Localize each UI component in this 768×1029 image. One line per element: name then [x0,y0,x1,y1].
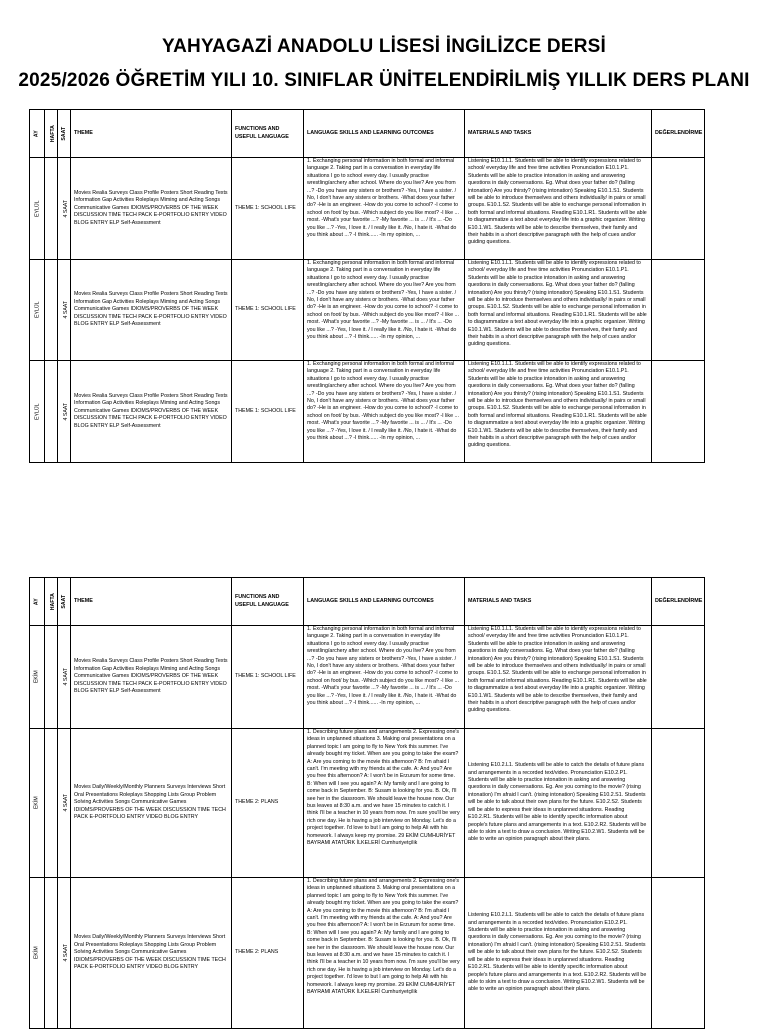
cell-hours: 4 SAAT [58,361,71,463]
cell-month: EKİM [30,729,45,878]
header-functions: FUNCTIONS AND USEFUL LANGUAGE [232,110,304,158]
cell-skills: 1. Exchanging personal information in both formal and informal language 2. Taking part in a conversation in everyday life situations I go to school every day. I usually practise wrestling/archery after school. Where do you live? Are you from ...? -Do you have any sisters or brothers? -Yes, I have a sister. / No, I don't have any sisters or brothers. -What does your father do? -He is an engineer. -How do you come to school? -I come to school on foot/ by bus. -Which subject do you like most? -I like ... most. -What's your favorite ...? -My favorite ... is ... / It's ... -Do you like ...? -Yes, I love it. / I really like it. /No, I hate it. -What do you think about ...? -I think...... -In my opinion, ... [304,361,465,463]
materials-text: Listening E10.2.L1. Students will be able to catch the details of future plans and arrangements in a recorded text/video. Pronunciation E10.2.P1. Students will be able to practice intonation in asking and answering questions in daily conversations. Eg. Are you coming to the movie? (rising intonation) I'm afraid I can't. (rising intonation) Speaking E10.2.S1. Students will be able to talk about their own plans for the future. E10.2.S2. Students will be able to express their ideas in unplanned situations. Reading E10.2.R1. Students will be able to identify specific information about people's future plans and arrangements in a text. E10.2.R2. Students will be able to skim a text to draw a conclusion. Writing E10.2.W1. Students will be able to write an opinion paragraph about their plans. [468,762,647,843]
cell-month: EKİM [30,878,45,1029]
cell-functions: THEME 2: PLANS [232,878,304,1029]
table-row [30,626,705,729]
header-functions: FUNCTIONS AND USEFUL LANGUAGE [232,578,304,626]
cell-week [45,361,58,463]
cell-month: EKİM [30,626,45,729]
header-skills: LANGUAGE SKILLS AND LEARNING OUTCOMES [304,578,465,626]
cell-hours: 4 SAAT [58,626,71,729]
cell-hours: 4 SAAT [58,878,71,1029]
header-hafta: HAFTA [45,110,58,158]
header-theme: THEME [71,110,232,158]
document-subtitle: 2025/2026 ÖĞRETİM YILI 10. SINIFLAR ÜNİTELENDİRİLMİŞ YILLIK DERS PLANI [18,70,750,91]
cell-evaluation [652,158,705,260]
header-materials: MATERIALS AND TASKS [465,110,652,158]
table-row [30,878,705,1029]
header-theme: THEME [71,578,232,626]
cell-month: EYLÜL [30,361,45,463]
cell-theme: Movies Realia Surveys Class Profile Posters Short Reading Texts Information Gap Activities Roleplays Miming and Acting Songs Communicative Games IDIOMS/PROVERBS OF THE WEEK DISCUSSION TIME TECH PACK E-PORTFOLIO ENTRY VIDEO BLOG ENTRY ELP Self-Assessment [71,626,232,729]
cell-materials: Listening E10.1.L1. Students will be able to identify expressions related to school/ everyday life and free time activities Pronunciation E10.1.P1. Students will be able to practice intonation in asking and answering questions in daily conversations. Eg. What does your father do? (falling intonation) Are you thirsty? (rising intonation) Speaking E10.1.S1. Students will be able to introduce themselves and others individually/ in pairs or small groups. E10.1.S2. Students will be able to exchange personal information in both formal and informal situations. Reading E10.1.R1. Students will be able to diagrammatize a text about everyday life into a graphic organizer. Writing E10.1.W1. Students will be able to describe themselves, their family and their habits in a short descriptive paragraph with the help of cues and/or guiding questions. [465,361,652,463]
cell-functions: THEME 1: SCHOOL LIFE [232,260,304,361]
header-evaluation: DEĞERLENDİRME [652,578,705,626]
cell-theme: Movies Daily/Weekly/Monthly Planners Surveys Interviews Short Oral Presentations Roleplays Shopping Lists Group Problem Solving Activities Songs Communicative Games IDIOMS/PROVERBS OF THE WEEK DISCUSSION TIME TECH PACK E-PORTFOLIO ENTRY VIDEO BLOG ENTRY [71,878,232,1029]
cell-skills: 1. Exchanging personal information in both formal and informal language 2. Taking part in a conversation in everyday life situations I go to school every day. I usually practise wrestling/archery after school. Where do you live? Are you from ...? -Do you have any sisters or brothers? -Yes, I have a sister. / No, I don't have any sisters or brothers. -What does your father do? -He is an engineer. -How do you come to school? -I come to school on foot/ by bus. -Which subject do you like most? -I like ... most. -What's your favorite ...? -My favorite ... is ... / It's ... -Do you like ...? -Yes, I love it. / I really like it. /No, I hate it. -What do you think about ...? -I think...... -In my opinion, ... [304,626,465,729]
cell-theme: Movies Realia Surveys Class Profile Posters Short Reading Texts Information Gap Activities Roleplays Miming and Acting Songs Communicative Games IDIOMS/PROVERBS OF THE WEEK DISCUSSION TIME TECH PACK E-PORTFOLIO ENTRY VIDEO BLOG ENTRY ELP Self-Assessment [71,361,232,463]
header-ay: AY [30,110,45,158]
cell-evaluation [652,729,705,878]
cell-functions: THEME 1: SCHOOL LIFE [232,158,304,260]
table-header-row [30,110,705,158]
cell-hours: 4 SAAT [58,260,71,361]
cell-month: EYLÜL [30,158,45,260]
header-ay: AY [30,578,45,626]
header-saat: SAAT [58,578,71,626]
cell-functions: THEME 1: SCHOOL LIFE [232,626,304,729]
header-skills: LANGUAGE SKILLS AND LEARNING OUTCOMES [304,110,465,158]
cell-functions: THEME 2: PLANS [232,729,304,878]
table-row [30,361,705,463]
plan-table-1 [29,109,705,463]
table-header-row [30,578,705,626]
cell-week [45,878,58,1029]
cell-materials: Listening E10.1.L1. Students will be able to identify expressions related to school/ everyday life and free time activities Pronunciation E10.1.P1. Students will be able to practice intonation in asking and answering questions in daily conversations. Eg. What does your father do? (falling intonation) Are you thirsty? (rising intonation) Speaking E10.1.S1. Students will be able to introduce themselves and others individually/ in pairs or small groups. E10.1.S2. Students will be able to exchange personal information in both formal and informal situations. Reading E10.1.R1. Students will be able to diagrammatize a text about everyday life into a graphic organizer. Writing E10.1.W1. Students will be able to describe themselves, their family and their habits in a short descriptive paragraph with the help of cues and/or guiding questions. [465,158,652,260]
cell-evaluation [652,878,705,1029]
table-row [30,260,705,361]
cell-month: EYLÜL [30,260,45,361]
header-saat: SAAT [58,110,71,158]
cell-theme: Movies Daily/Weekly/Monthly Planners Surveys Interviews Short Oral Presentations Roleplays Shopping Lists Group Problem Solving Activities Songs Communicative Games IDIOMS/PROVERBS OF THE WEEK DISCUSSION TIME TECH PACK E-PORTFOLIO ENTRY VIDEO BLOG ENTRY [71,729,232,878]
cell-week [45,729,58,878]
cell-evaluation [652,361,705,463]
cell-skills: 1. Exchanging personal information in both formal and informal language 2. Taking part in a conversation in everyday life situations I go to school every day. I usually practise wrestling/archery after school. Where do you live? Are you from ...? -Do you have any sisters or brothers? -Yes, I have a sister. / No, I don't have any sisters or brothers. -What does your father do? -He is an engineer. -How do you come to school? -I come to school on foot/ by bus. -Which subject do you like most? -I like ... most. -What's your favorite ...? -My favorite ... is ... / It's ... -Do you like ...? -Yes, I love it. / I really like it. /No, I hate it. -What do you think about ...? -I think...... -In my opinion, ... [304,158,465,260]
document-title: YAHYAGAZİ ANADOLU LİSESİ İNGİLİZCE DERSİ [162,36,606,57]
cell-evaluation [652,260,705,361]
cell-week [45,626,58,729]
cell-hours: 4 SAAT [58,729,71,878]
cell-skills: 1. Describing future plans and arrangements 2. Expressing one's ideas in unplanned situations 3. Making oral presentations on a planned topic I am going to fly to New York this summer. I've already bought my ticket. When are you going to take the exam? A: Are you coming to the movie this afternoon? B: I'm afraid I can't. I'm meeting with my friends at the cafe. A: And you? Are you free this afternoon? A: I won't be in Erzurum for some time. B: When will I see you again? A: My family and I are going to come back in September. B: Susam is looking for you. B. Ok, I'll see her in the classroom. We should leave the house now. Our bus leaves at 8:30 a.m. and we have 15 minutes to catch it. I think I'll be a teacher in 10 years from now. I'm sure you'll be very rich one day. He is having a job interview on Monday. Let's do a project together. I'd love to but I am going to help Ali with his homework. I always keep my promise. 29 EKİM CUMHURİYET BAYRAMI ATATÜRK İLKELERİ Cumhuriyetçilik [304,878,465,1029]
cell-skills: 1. Describing future plans and arrangements 2. Expressing one's ideas in unplanned situations 3. Making oral presentations on a planned topic I am going to fly to New York this summer. I've already bought my ticket. When are you going to take the exam? A: Are you coming to the movie this afternoon? B: I'm afraid I can't. I'm meeting with my friends at the cafe. A: And you? Are you free this afternoon? A: I won't be in Erzurum for some time. B: When will I see you again? A: My family and I are going to come back in September. B: Susam is looking for you. B. Ok, I'll see her in the classroom. We should leave the house now. Our bus leaves at 8:30 a.m. and we have 15 minutes to catch it. I think I'll be a teacher in 10 years from now. I'm sure you'll be very rich one day. He is having a job interview on Monday. Let's do a project together. I'd love to but I am going to help Ali with his homework. I always keep my promise. 29 EKİM CUMHURİYET BAYRAMI ATATÜRK İLKELERİ Cumhuriyetçilik [304,729,465,878]
table-row [30,158,705,260]
cell-materials: Listening E10.1.L1. Students will be able to identify expressions related to school/ everyday life and free time activities Pronunciation E10.1.P1. Students will be able to practice intonation in asking and answering questions in daily conversations. Eg. What does your father do? (falling intonation) Are you thirsty? (rising intonation) Speaking E10.1.S1. Students will be able to introduce themselves and others individually/ in pairs or small groups. E10.1.S2. Students will be able to exchange personal information in both formal and informal situations. Reading E10.1.R1. Students will be able to diagrammatize a text about everyday life into a graphic organizer. Writing E10.1.W1. Students will be able to describe themselves, their family and their habits in a short descriptive paragraph with the help of cues and/or guiding questions. [465,626,652,729]
cell-theme: Movies Realia Surveys Class Profile Posters Short Reading Texts Information Gap Activities Roleplays Miming and Acting Songs Communicative Games IDIOMS/PROVERBS OF THE WEEK DISCUSSION TIME TECH PACK E-PORTFOLIO ENTRY VIDEO BLOG ENTRY ELP Self-Assessment [71,260,232,361]
table-row [30,729,705,878]
header-evaluation: DEĞERLENDİRME [652,110,705,158]
cell-skills: 1. Exchanging personal information in both formal and informal language 2. Taking part in a conversation in everyday life situations I go to school every day. I usually practise wrestling/archery after school. Where do you live? Are you from ...? -Do you have any sisters or brothers? -Yes, I have a sister. / No, I don't have any sisters or brothers. -What does your father do? -He is an engineer. -How do you come to school? -I come to school on foot/ by bus. -Which subject do you like most? -I like ... most. -What's your favorite ...? -My favorite ... is ... / It's ... -Do you like ...? -Yes, I love it. / I really like it. /No, I hate it. -What do you think about ...? -I think...... -In my opinion, ... [304,260,465,361]
materials-text: Listening E10.2.L1. Students will be able to catch the details of future plans and arrangements in a recorded text/video. Pronunciation E10.2.P1. Students will be able to practice intonation in asking and answering questions in daily conversations. Eg. Are you coming to the movie? (rising intonation) I'm afraid I can't. (rising intonation) Speaking E10.2.S1. Students will be able to talk about their own plans for the future. E10.2.S2. Students will be able to express their ideas in unplanned situations. Reading E10.2.R1. Students will be able to identify specific information about people's future plans and arrangements in a text. E10.2.R2. Students will be able to skim a text to draw a conclusion. Writing E10.2.W1. Students will be able to write an opinion paragraph about their plans. [468,912,647,993]
cell-materials: Listening E10.1.L1. Students will be able to identify expressions related to school/ everyday life and free time activities Pronunciation E10.1.P1. Students will be able to practice intonation in asking and answering questions in daily conversations. Eg. What does your father do? (falling intonation) Are you thirsty? (rising intonation) Speaking E10.1.S1. Students will be able to introduce themselves and others individually/ in pairs or small groups. E10.1.S2. Students will be able to exchange personal information in both formal and informal situations. Reading E10.1.R1. Students will be able to diagrammatize a text about everyday life into a graphic organizer. Writing E10.1.W1. Students will be able to describe themselves, their family and their habits in a short descriptive paragraph with the help of cues and/or guiding questions. [465,260,652,361]
plan-table-2 [29,577,705,1029]
cell-week [45,158,58,260]
cell-materials [465,729,652,878]
cell-evaluation [652,626,705,729]
cell-hours: 4 SAAT [58,158,71,260]
cell-materials [465,878,652,1029]
header-materials: MATERIALS AND TASKS [465,578,652,626]
cell-functions: THEME 1: SCHOOL LIFE [232,361,304,463]
header-hafta: HAFTA [45,578,58,626]
cell-theme: Movies Realia Surveys Class Profile Posters Short Reading Texts Information Gap Activities Roleplays Miming and Acting Songs Communicative Games IDIOMS/PROVERBS OF THE WEEK DISCUSSION TIME TECH PACK E-PORTFOLIO ENTRY VIDEO BLOG ENTRY ELP Self-Assessment [71,158,232,260]
cell-week [45,260,58,361]
